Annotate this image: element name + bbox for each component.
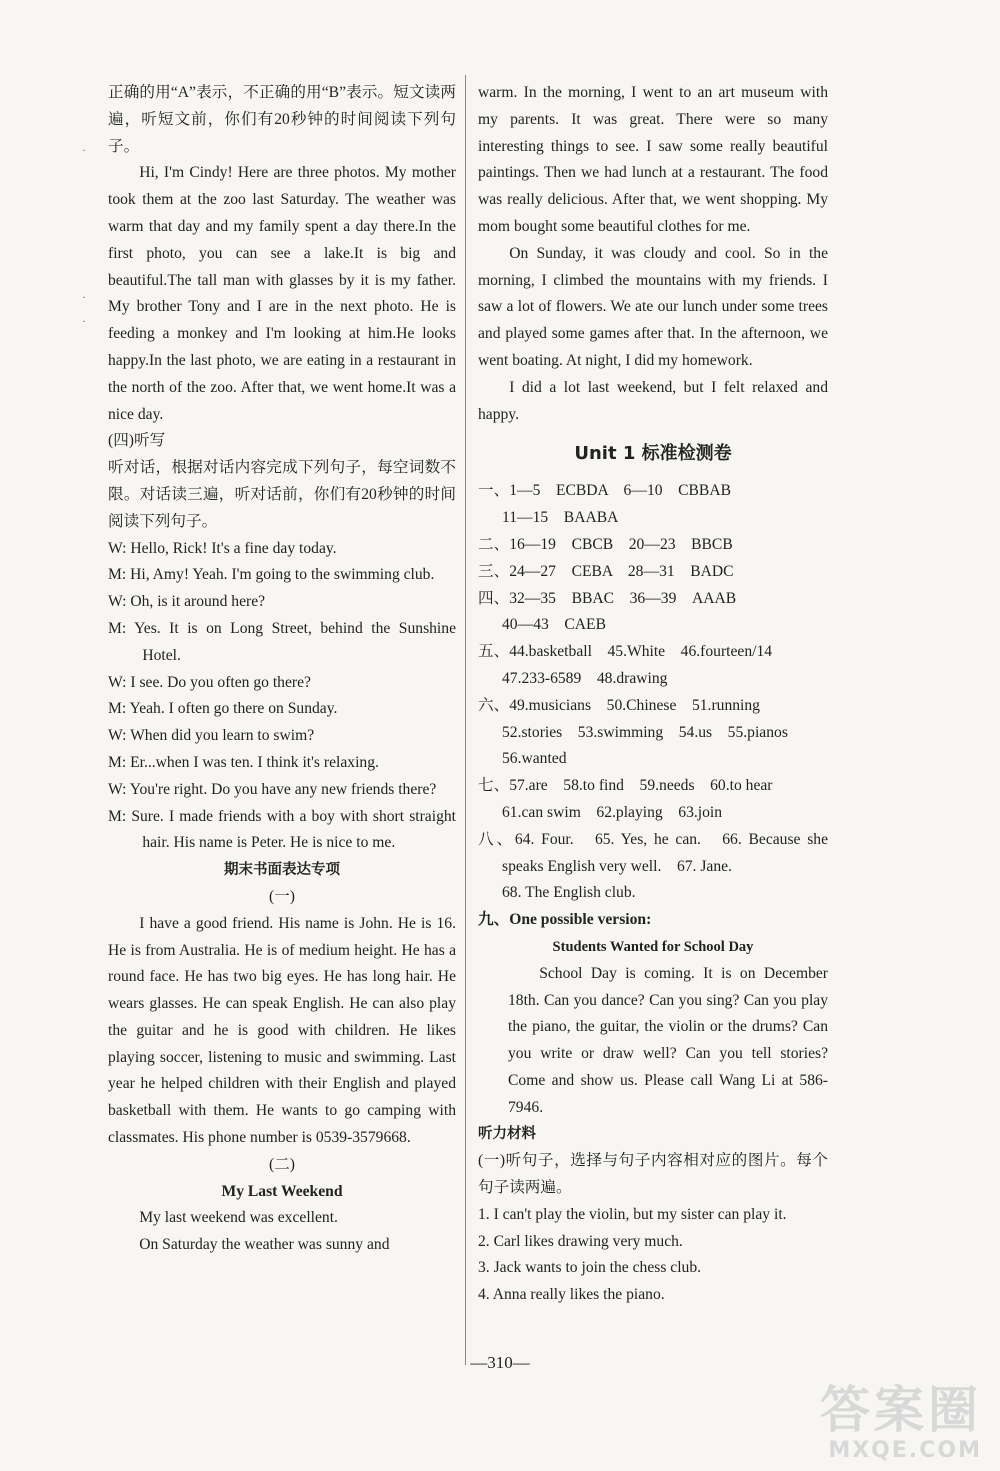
margin-mark: ·: [82, 314, 86, 328]
listening-instructions: (一)听句子，选择与句子内容相对应的图片。每个句子读两遍。: [478, 1152, 828, 1197]
answer-line: 五、44.basketball 45.White 46.fourteen/14: [478, 643, 773, 661]
answer-line: 40—43 CAEB: [502, 616, 606, 634]
listening-title: 听力材料: [478, 1126, 536, 1143]
answer-line: 一、1—5 ECBDA 6—10 CBBAB: [478, 482, 731, 500]
margin-mark: ·: [82, 290, 86, 304]
listening-item: 2. Carl likes drawing very much.: [478, 1232, 683, 1250]
dialogue-line: W: I see. Do you often go there?: [108, 673, 311, 691]
answer-line: 六、49.musicians 50.Chinese 51.running: [478, 696, 760, 714]
watermark-url: MXQE.COM: [828, 1438, 982, 1463]
page-number: —310—: [470, 1353, 530, 1372]
dialogue-line: W: You're right. Do you have any new friends there?: [108, 780, 437, 798]
dialogue-line: M: Hi, Amy! Yeah. I'm going to the swimming club.: [108, 566, 435, 584]
dialogue-line: W: Hello, Rick! It's a fine day today.: [108, 539, 337, 557]
dialogue-line: W: Oh, is it around here?: [108, 593, 266, 611]
listening-intro: 正确的用“A”表示，不正确的用“B”表示。短文读两遍，听短文前，你们有20秒钟的时间阅读下列句子。: [108, 84, 456, 155]
column-divider: [465, 75, 466, 1365]
answer-line: 47.233-6589 48.drawing: [502, 669, 668, 687]
dialogue-line: M: Er...when I was ten. I think it's relaxing.: [108, 753, 379, 771]
cindy-passage: Hi, I'm Cindy! Here are three photos. My mother took them at the zoo last Saturday. The weather was warm that day and my family spent a day there.In the first photo, you can see a lake.It is big and beautiful.The tall man with glasses by it is my father. My brother Tony and I are in the next photo. He is feeding a monkey and I'm looking at him.He looks happy.In the last photo, we are eating in a restaurant in the north of the zoo. After that, we went home.It was a nice day.: [108, 164, 456, 423]
part2-title: My Last Weekend: [221, 1182, 343, 1200]
right-column: [478, 80, 828, 1309]
answer-block-9-label: 九、One possible version:: [478, 911, 652, 929]
watermark: [820, 1382, 982, 1463]
answer-line: 52.stories 53.swimming 54.us 55.pianos: [502, 723, 788, 741]
part2-paragraph: On Saturday the weather was sunny and: [139, 1236, 390, 1254]
essay-text: School Day is coming. It is on December 18th. Can you dance? Can you sing? Can you play the piano, the guitar, the violin or the drums? Can you write or draw well? Can you tell stories? Come and show us. Please call Wang Li at 586-7946.: [508, 964, 828, 1116]
weekend-closing: I did a lot last weekend, but I felt relaxed and happy.: [478, 378, 828, 423]
dialogue-line: M: Yes. It is on Long Street, behind the Sunshine Hotel.: [108, 619, 456, 664]
answer-line: 三、24—27 CEBA 28—31 BADC: [478, 562, 734, 580]
answer-line: 68. The English club.: [502, 884, 636, 902]
answer-line: 四、32—35 BBAC 36—39 AAAB: [478, 589, 737, 607]
part1-essay: I have a good friend. His name is John. He is 16. He is from Australia. He is of medium height. He has a round face. He has two big eyes. He has long hair. He wears glasses. He can speak English. He can also play the guitar and he is good with children. He likes playing soccer, listening to music and swimming. Last year he helped children with their English and played basketball with them. He wants to go camping with classmates. His phone number is 0539-3579668.: [108, 914, 456, 1147]
unit-title: Unit 1 标准检测卷: [574, 443, 732, 465]
part2-paragraph: My last weekend was excellent.: [139, 1209, 338, 1227]
answer-line: 61.can swim 62.playing 63.join: [502, 803, 723, 821]
part1-label: (一): [269, 887, 295, 905]
answer-line: 11—15 BAABA: [502, 509, 619, 527]
dialogue-line: W: When did you learn to swim?: [108, 727, 315, 745]
weekend-continued: warm. In the morning, I went to an art museum with my parents. It was great. There were so many interesting things to see. I saw some really beautiful paintings. Then we had lunch at a restaurant. The food was really delicious. After that, we went shopping. My mom bought some beautiful clothes for me.: [478, 84, 828, 235]
writing-section-title: 期末书面表达专项: [224, 862, 340, 879]
left-column: [108, 80, 456, 1259]
part2-label: (二): [269, 1155, 295, 1173]
dialogue-line: M: Sure. I made friends with a boy with short straight hair. His name is Peter. He is nice to me.: [108, 807, 456, 852]
section4-title: (四)听写: [108, 432, 166, 450]
answer-line: 七、57.are 58.to find 59.needs 60.to hear: [478, 777, 773, 795]
section4-instructions: 听对话，根据对话内容完成下列句子，每空词数不限。对话读三遍，听对话前，你们有20秒钟的时间阅读下列句子。: [108, 459, 456, 530]
answer-block-8: 八、64. Four. 65. Yes, he can. 66. Because she speaks English very well. 67. Jane.: [478, 830, 828, 875]
answer-line: 56.wanted: [502, 750, 567, 768]
essay-title: Students Wanted for School Day: [552, 938, 754, 955]
weekend-sunday: On Sunday, it was cloudy and cool. So in the morning, I climbed the mountains with my friends. I saw a lot of flowers. We ate our lunch under some trees and played some games after that. In the afternoon, we went boating. At night, I did my homework.: [478, 244, 828, 369]
answer-line: 二、16—19 CBCB 20—23 BBCB: [478, 535, 733, 553]
listening-item: 1. I can't play the violin, but my sister can play it.: [478, 1205, 787, 1223]
listening-item: 4. Anna really likes the piano.: [478, 1286, 665, 1304]
dialogue-line: M: Yeah. I often go there on Sunday.: [108, 700, 338, 718]
listening-item: 3. Jack wants to join the chess club.: [478, 1259, 702, 1277]
watermark-logo: 答案圈: [820, 1381, 982, 1439]
margin-mark: ·: [82, 143, 86, 157]
